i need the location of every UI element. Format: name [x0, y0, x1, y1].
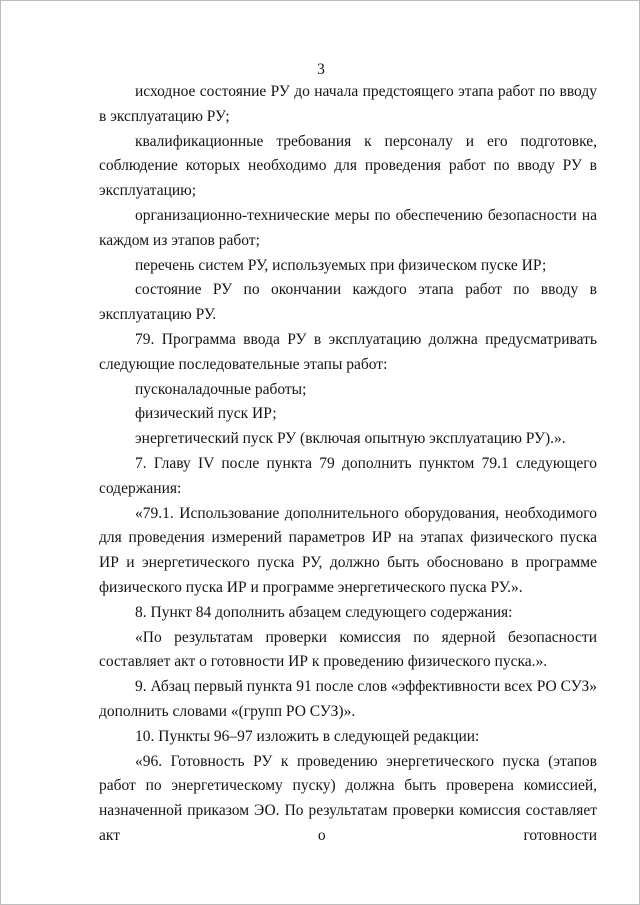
paragraph-safety-measures: организационно-технические меры по обеспечению безопасности на каждом из этапов работ; [99, 206, 597, 249]
paragraph-state-after-stage: состояние РУ по окончании каждого этапа работ по вводу в эксплуатацию РУ. [99, 281, 597, 324]
paragraph-amendment-10: 10. Пункты 96–97 изложить в следующей редакции: [135, 727, 480, 745]
paragraph-item-79: 79. Программа ввода РУ в эксплуатацию должна предусматривать следующие последовательные этапы работ: [99, 330, 597, 373]
paragraph-item-79-1: «79.1. Использование дополнительного оборудования, необходимого для проведения измерений параметров ИР на этапах физического пуска ИР и энергетического пуска РУ, должно быть обосновано в программе физического пуска ИР и программе энергетического пуска РУ.». [99, 504, 597, 596]
document-body [99, 80, 597, 849]
paragraph-systems-list: перечень систем РУ, используемых при физическом пуске ИР; [135, 256, 547, 274]
paragraph-staff-qualification: квалификационные требования к персоналу и его подготовке, соблюдение которых необходимо для проведения работ по вводу РУ в эксплуатацию; [99, 132, 597, 200]
paragraph-initial-state: исходное состояние РУ до начала предстоящего этапа работ по вводу в эксплуатацию РУ; [99, 83, 597, 125]
paragraph-commissioning-works: пусконаладочные работы; [135, 380, 307, 398]
page-number: 3 [317, 61, 325, 78]
paragraph-power-startup: энергетический пуск РУ (включая опытную эксплуатацию РУ).». [135, 430, 566, 448]
paragraph-amendment-9: 9. Абзац первый пункта 91 после слов «эффективности всех РО СУЗ» дополнить словами «(групп РО СУЗ)». [99, 678, 597, 720]
paragraph-inspection-result: «По результатам проверки комиссия по ядерной безопасности составляет акт о готовности ИР к проведению физического пуска.». [99, 628, 597, 671]
paragraph-amendment-8: 8. Пункт 84 дополнить абзацем следующего содержания: [135, 603, 513, 621]
paragraph-amendment-7: 7. Главу IV после пункта 79 дополнить пунктом 79.1 следующего содержания: [99, 454, 597, 497]
paragraph-physical-startup: физический пуск ИР; [135, 405, 277, 423]
paragraph-item-96: «96. Готовность РУ к проведению энергетического пуска (этапов работ по энергетическому пуску) должна быть проверена комиссией, назначенной приказом ЭО. По результатам проверки комиссия составляет акт о готовности [99, 752, 597, 844]
